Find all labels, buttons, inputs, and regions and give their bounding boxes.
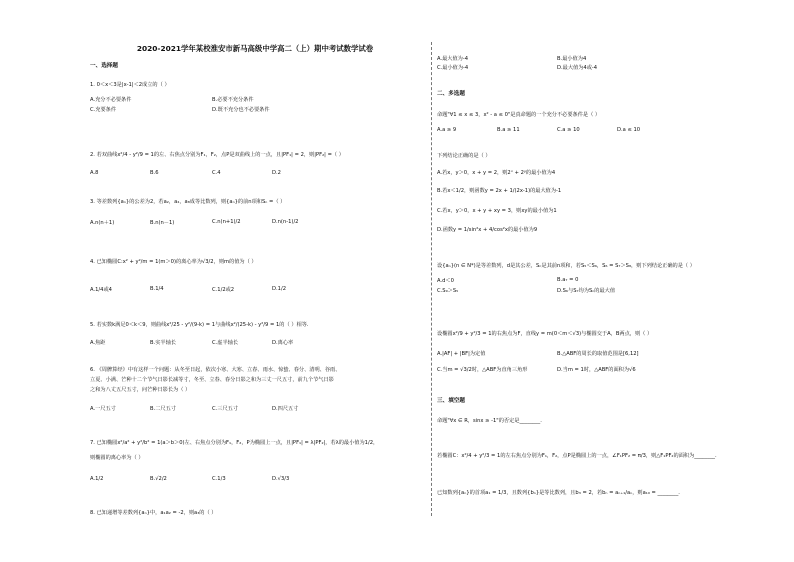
question-6-option-c: C.三尺五寸 xyxy=(212,406,239,412)
question-7-option-a: A.1/2 xyxy=(90,476,104,482)
question-2-option-b: B.6 xyxy=(150,170,159,176)
question-12-option-c: C.当m = √3/2时，△ABF为直角三角形 xyxy=(437,367,528,373)
question-8-option-a: A.最大值为-4 xyxy=(437,56,469,62)
question-5-option-d: D.离心率 xyxy=(272,340,294,346)
question-12-option-b: B.△ABF的周长的取值范围是[6,12] xyxy=(557,351,639,357)
question-7-option-b: B.√2/2 xyxy=(150,476,167,482)
question-5-option-a: A.焦距 xyxy=(90,340,106,346)
question-14: 若椭圆C：x²/4 + y²/3 = 1的左右焦点分别为F₁，F₂，点P是椭圆上的一点，∠F₁PF₂ = π/3，则△F₁PF₂的面积为________. xyxy=(437,453,717,459)
question-10-option-d: D.函数y = 1/sin²x + 4/cos²x的最小值为9 xyxy=(437,227,538,233)
question-11-option-b: B.a₇ = 0 xyxy=(557,277,579,283)
question-1-option-d: D.既不充分也不必要条件 xyxy=(212,107,270,113)
question-4-option-c: C.1/2或2 xyxy=(212,287,235,293)
question-10-option-a: A.若x，y＞0，x + y = 2，则2ˣ + 2ʸ的最小值为4 xyxy=(437,170,556,176)
question-15: 已知数列{aₙ}的首项a₁ = 1/3，且数列{bₙ}是等比数列，且b₃ = 2，若bₙ = aₙ₊₁/aₙ，则a₁₀ = ________. xyxy=(437,490,680,496)
question-6-option-d: D.四尺五寸 xyxy=(272,406,299,412)
question-11-option-c: C.S₉＞S₅ xyxy=(437,288,459,294)
question-11-stem: 设{aₙ}(n ∈ N*)是等差数列，d是其公差，Sₙ是其前n项和，若S₅＜S₆，S₆ = S₇＞S₈，则下列结论正确的是（ ） xyxy=(437,263,695,269)
question-5-stem: 5. 若实数k满足0＜k＜9，则曲线x²/25 - y²/(9-k) = 1与曲线x²/(25-k) - y²/9 = 1的（ ）相等. xyxy=(90,322,309,328)
question-6-option-a: A.一尺五寸 xyxy=(90,406,116,412)
question-4-option-a: A.1/4或4 xyxy=(90,287,112,293)
question-6-line-3: 之和为八丈五尺五寸，问芒种日影长为（ ） xyxy=(90,387,191,393)
question-11-option-d: D.S₆与S₇均为Sₙ的最大值 xyxy=(557,288,616,294)
question-2-option-a: A.8 xyxy=(90,170,99,176)
question-9-option-a: A.a ≥ 9 xyxy=(437,127,457,133)
question-12-stem: 设椭圆x²/9 + y²/3 = 1的右焦点为F，直线y = m(0＜m＜√3)与椭圆交于A，B两点，则（ ） xyxy=(437,331,653,337)
question-13: 命题"∀x ∈ R，sinx ≥ -1"的否定是________. xyxy=(437,418,542,424)
question-7-line-2: 则椭圆的离心率为（ ） xyxy=(90,455,144,461)
question-3-option-c: C.n(n+1)/2 xyxy=(212,219,241,225)
question-5-option-c: C.虚半轴长 xyxy=(212,340,239,346)
question-3-option-d: D.n(n-1)/2 xyxy=(272,219,299,225)
question-3-option-a: A.n(n＋1) xyxy=(90,220,115,226)
question-10-option-c: C.若x，y＞0，x + y + xy = 3，则xy的最小值为1 xyxy=(437,208,557,214)
question-9-option-c: C.a ≥ 10 xyxy=(557,127,580,133)
question-7-option-c: C.1/3 xyxy=(212,476,226,482)
question-3-stem: 3. 等差数列{aₙ}的公差为2，若a₂，a₄，a₈成等比数列，则{aₙ}的前n项和Sₙ =（ ） xyxy=(90,199,286,205)
question-11-option-a: A.d＜0 xyxy=(437,278,454,284)
question-10-stem: 下列结论正确的是（ ） xyxy=(437,153,491,159)
question-4-stem: 4. 已知椭圆C:x² + y²/m = 1(m＞0)的离心率为√3/2，则m的值为（ ） xyxy=(90,259,257,265)
question-1-option-a: A.充分不必要条件 xyxy=(90,97,132,103)
question-9-option-d: D.a ≤ 10 xyxy=(617,127,641,133)
question-4-option-d: D.1/2 xyxy=(272,286,286,292)
question-9-option-b: B.a ≥ 11 xyxy=(497,127,520,133)
question-4-option-b: B.1/4 xyxy=(150,286,164,292)
question-5-option-b: B.实半轴长 xyxy=(150,340,176,346)
section-heading-single-choice: 一、选择题 xyxy=(90,63,118,69)
question-1-option-c: C.充要条件 xyxy=(90,107,117,113)
question-1-stem: 1. 0＜x＜3是|x-1|＜2成立的（ ） xyxy=(90,82,170,88)
question-1-option-b: B.必要不充分条件 xyxy=(212,97,254,103)
exam-title: 2020-2021学年某校淮安市新马高级中学高二（上）期中考试数学试卷 xyxy=(136,44,374,53)
section-heading-multi-choice: 二、多选题 xyxy=(437,91,465,97)
question-6-line-1: 6. 《周髀算经》中有这样一个问题：从冬至日起，依次小寒、大寒、立春、雨水、惊蛰、春分、清明、谷雨、 xyxy=(90,367,341,373)
question-10-option-b: B.若x＜1/2，则函数y = 2x + 1/(2x-1)的最大值为-1 xyxy=(437,188,562,194)
question-9-stem: 命题"∀1 ≤ x ≤ 3，x² - a ≤ 0"是真命题的一个充分不必要条件是（ ） xyxy=(437,112,601,118)
question-3-option-b: B.n(n－1) xyxy=(150,220,175,226)
question-12-option-d: D.当m = 1时，△ABF的面积为√6 xyxy=(557,367,636,373)
question-2-stem: 2. 若双曲线x²/4 - y²/9 = 1的左、右焦点分别为F₁，F₂，点P是双曲线上的一点，且|PF₁| = 2，则|PF₂| =（ ） xyxy=(90,152,344,158)
question-8-option-c: C.最小值为-4 xyxy=(437,65,469,71)
question-7-line-1: 7. 已知椭圆x²/a² + y²/b² = 1(a＞b＞0)左、右焦点分别为F₁，F₂，P为椭圆上一点，且|PF₁| = λ|PF₂|，若λ的最小值为1/2， xyxy=(90,440,379,446)
column-divider xyxy=(431,42,432,516)
question-8-stem: 8. 已知递增等差数列{aₙ}中，a₁a₂ = -2，则a₃的（ ） xyxy=(90,510,217,516)
question-7-option-d: D.√3/3 xyxy=(272,476,290,482)
question-2-option-d: D.2 xyxy=(272,170,281,176)
question-6-option-b: B.二尺五寸 xyxy=(150,406,176,412)
question-8-option-d: D.最大值为4或-4 xyxy=(557,65,598,71)
question-6-line-2: 立夏、小满、芒种十二个节气日影长减等寸，冬至、立春、春分日影之和为三丈一尺五寸，前九个节气日影 xyxy=(90,377,334,383)
question-8-option-b: B.最小值为4 xyxy=(557,56,587,62)
question-12-option-a: A.|AF| + |BF|为定值 xyxy=(437,351,486,357)
section-heading-fill-blank: 三、填空题 xyxy=(437,398,465,404)
question-2-option-c: C.4 xyxy=(212,170,221,176)
